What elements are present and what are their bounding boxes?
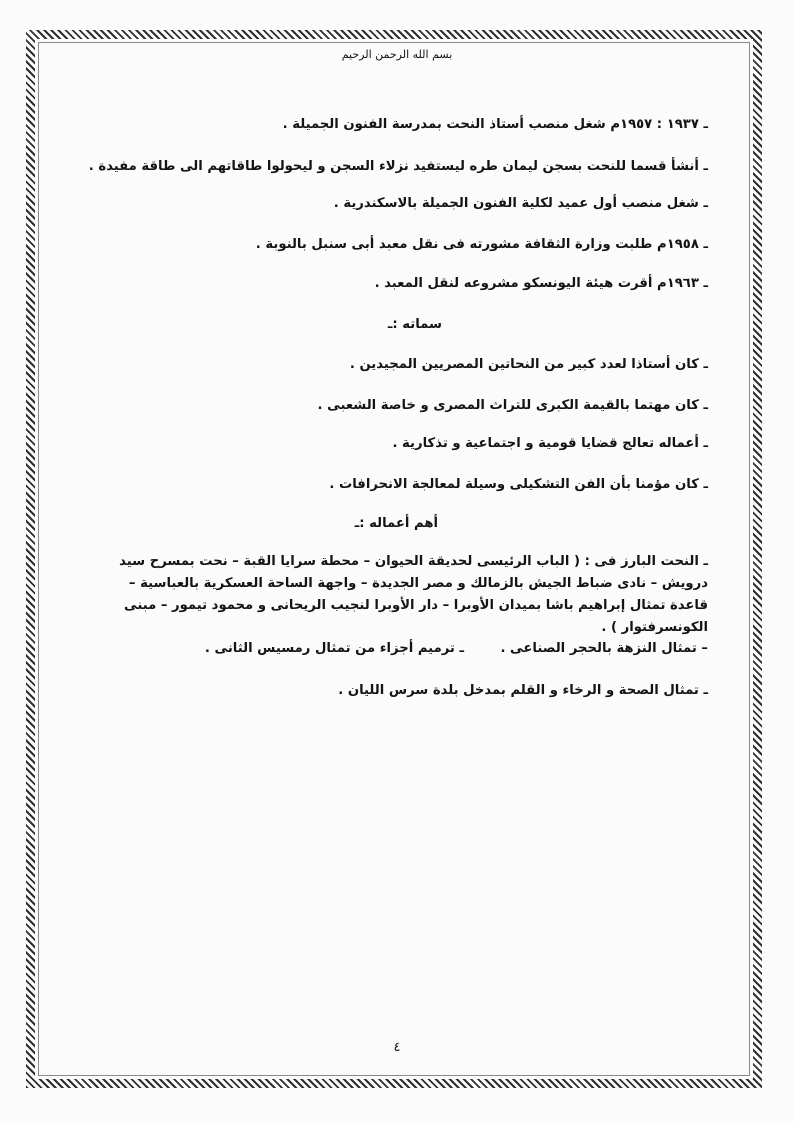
page-number: ٤ <box>393 1040 401 1055</box>
biography-line-4: ـ ١٩٥٨م طلبت وزارة الثقافة مشورته فى نقل معبد أبى سنبل بالنوبة . <box>255 237 708 252</box>
biography-line-5: ـ ١٩٦٣م أقرت هيئة اليونسكو مشروعه لنقل المعبد . <box>374 276 708 291</box>
basmala-header: بسم الله الرحمن الرحيم <box>341 48 453 61</box>
biography-line-2: ـ أنشأ قسما للنحت بسجن ليمان طره ليستفيد نزلاء السجن و ليحولوا طاقاتهم الى طاقة مفيدة . <box>88 159 708 174</box>
works-relief-paragraph: ـ النحت البارز فى : ( الباب الرئيسى لحديقة الحيوان – محطة سرايا القبة – نحت بمسرح سيد درويش – نادى ضباط الجيش بالزمالك و مصر الجديدة – واجهة الساحة العسكرية بالعباسية – قاعدة تمثال إبراهيم باشا بميدان الأوبرا – دار الأوبرا لنجيب الريحانى و محمود تيمور – مبنى الكونسرفتوار ) . <box>119 554 708 635</box>
trait-line-3: ـ أعماله تعالج قضايا قومية و اجتماعية و تذكارية . <box>392 436 708 451</box>
traits-heading: سماته :ـ <box>387 317 442 332</box>
works-restoration-line: ـ ترميم أجزاء من تمثال رمسيس الثانى . <box>204 641 464 656</box>
biography-line-3: ـ شغل منصب أول عميد لكلية الفنون الجميلة بالاسكندرية . <box>333 196 708 211</box>
trait-line-4: ـ كان مؤمنا بأن الفن التشكيلى وسيلة لمعالجة الانحرافات . <box>329 477 708 492</box>
works-picnic-statue-line: – تمثال النزهة بالحجر الصناعى . <box>500 641 708 656</box>
trait-line-2: ـ كان مهتما بالقيمة الكبرى للتراث المصرى و خاصة الشعبى . <box>317 398 708 413</box>
biography-line-1: ـ ١٩٣٧ : ١٩٥٧م شغل منصب أستاذ النحت بمدرسة الفنون الجميلة . <box>282 117 708 132</box>
trait-line-1: ـ كان أستاذا لعدد كبير من النحاتين المصريين المجيدين . <box>349 357 708 372</box>
works-heading: أهم أعماله :ـ <box>354 516 438 531</box>
works-last-line: ـ تمثال الصحة و الرخاء و القلم بمدخل بلدة سرس الليان . <box>338 683 708 698</box>
